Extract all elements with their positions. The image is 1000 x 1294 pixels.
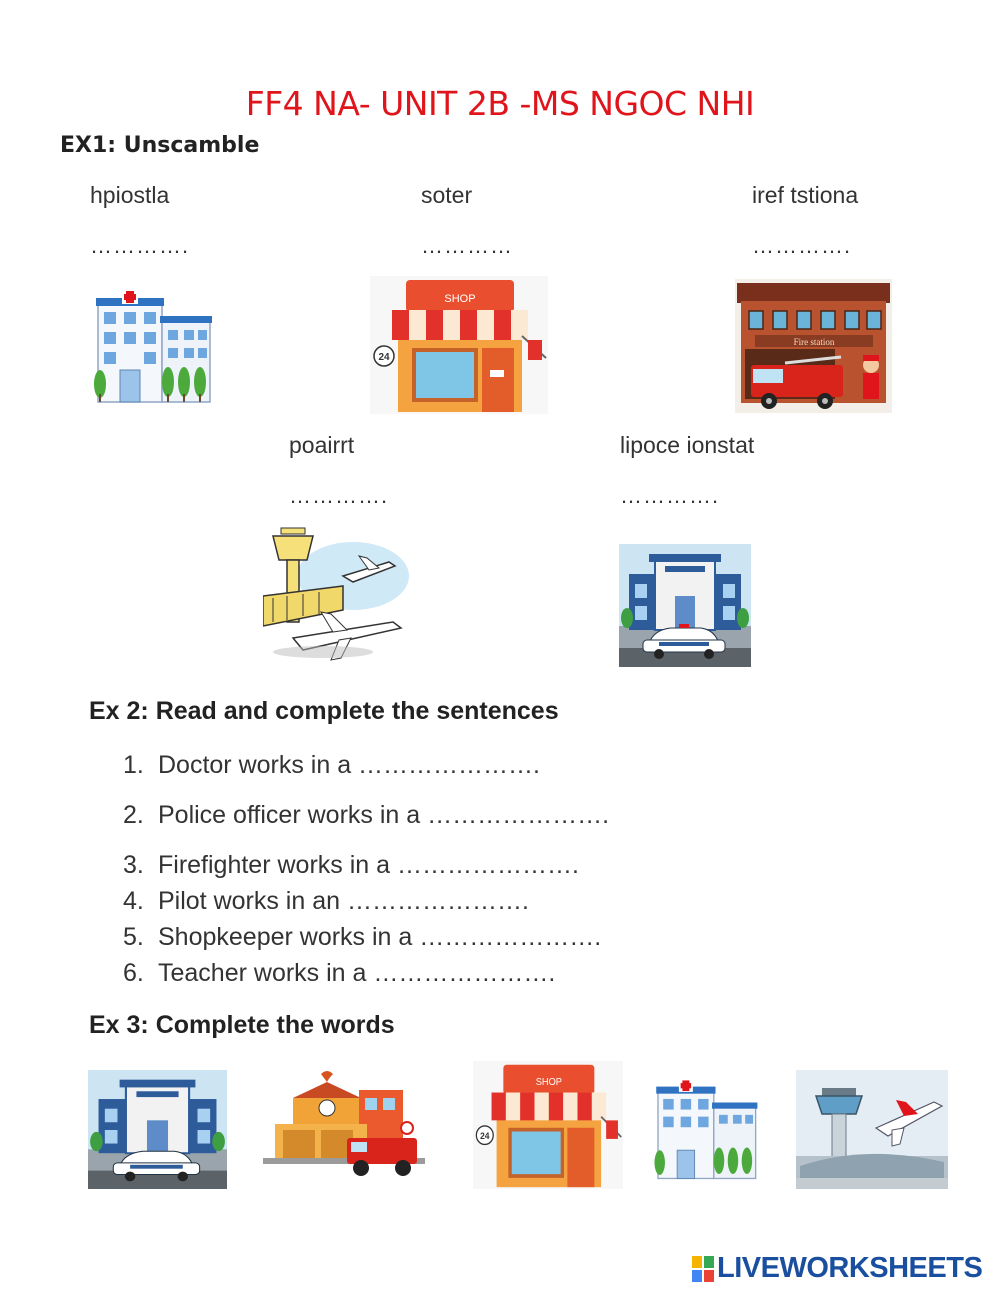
- answer-blank-3[interactable]: ………….: [752, 233, 852, 258]
- sentence-2: [123, 801, 609, 830]
- sentence-3: [123, 851, 579, 880]
- ex3-fire-station-image: [263, 1068, 425, 1180]
- sentence-text[interactable]: Firefighter works in a ………………….: [158, 851, 579, 879]
- ex3-hospital-image: [651, 1076, 760, 1182]
- sentence-number: 4.: [123, 887, 144, 915]
- scrambled-word-3: iref tstiona: [752, 182, 859, 208]
- airport-image: [263, 526, 409, 662]
- ex1-heading: EX1: Unscamble: [60, 133, 260, 158]
- sentence-text[interactable]: Shopkeeper works in a ………………….: [158, 923, 602, 951]
- fire-station-sign: Fire station: [793, 337, 835, 347]
- scrambled-word-4: poairrt: [289, 432, 355, 458]
- answer-blank-2[interactable]: …………: [421, 233, 513, 258]
- ex3-shop-image: [473, 1061, 623, 1189]
- sentence-number: 6.: [123, 959, 144, 987]
- answer-blank-1[interactable]: ………….: [90, 233, 190, 258]
- sentence-text[interactable]: Police officer works in a ………………….: [158, 801, 610, 829]
- hospital-image: [90, 286, 215, 406]
- sentence-4: [123, 887, 529, 916]
- sentence-1: [123, 751, 540, 780]
- sentence-text[interactable]: Doctor works in a ………………….: [158, 751, 541, 779]
- shop-24-badge: 24: [378, 352, 390, 363]
- answer-blank-4[interactable]: ………….: [289, 483, 389, 508]
- ex3-heading: Ex 3: Complete the words: [89, 1011, 395, 1039]
- sentence-text[interactable]: Teacher works in a ………………….: [158, 959, 556, 987]
- liveworksheets-logo-icon: [692, 1256, 714, 1282]
- fire-station-image: [735, 279, 892, 413]
- police-station-image: [619, 544, 751, 667]
- scrambled-word-5: lipoce ionstat: [620, 432, 755, 458]
- ex3-shop-sign-text: SHOP: [535, 1076, 562, 1089]
- liveworksheets-logo: [692, 1252, 982, 1285]
- ex3-police-station-image: [88, 1070, 227, 1189]
- sentence-number: 3.: [123, 851, 144, 879]
- sentence-number: 2.: [123, 801, 144, 829]
- shop-sign-text: SHOP: [444, 293, 476, 305]
- sentence-6: [123, 959, 555, 988]
- worksheet-title: FF4 NA- UNIT 2B -MS NGOC NHI: [245, 84, 755, 123]
- ex2-heading: Ex 2: Read and complete the sentences: [89, 697, 559, 725]
- ex3-airport-image: [796, 1070, 948, 1189]
- sentence-text[interactable]: Pilot works in an ………………….: [158, 887, 529, 915]
- scrambled-word-2: soter: [421, 182, 473, 208]
- sentence-number: 1.: [123, 751, 144, 779]
- sentence-5: [123, 923, 601, 952]
- sentence-number: 5.: [123, 923, 144, 951]
- ex3-shop-24-badge: 24: [480, 1130, 490, 1142]
- brand-name: LIVEWORKSHEETS: [717, 1252, 983, 1284]
- shop-image: [370, 276, 548, 414]
- answer-blank-5[interactable]: ………….: [620, 483, 720, 508]
- scrambled-word-1: hpiostla: [90, 182, 170, 208]
